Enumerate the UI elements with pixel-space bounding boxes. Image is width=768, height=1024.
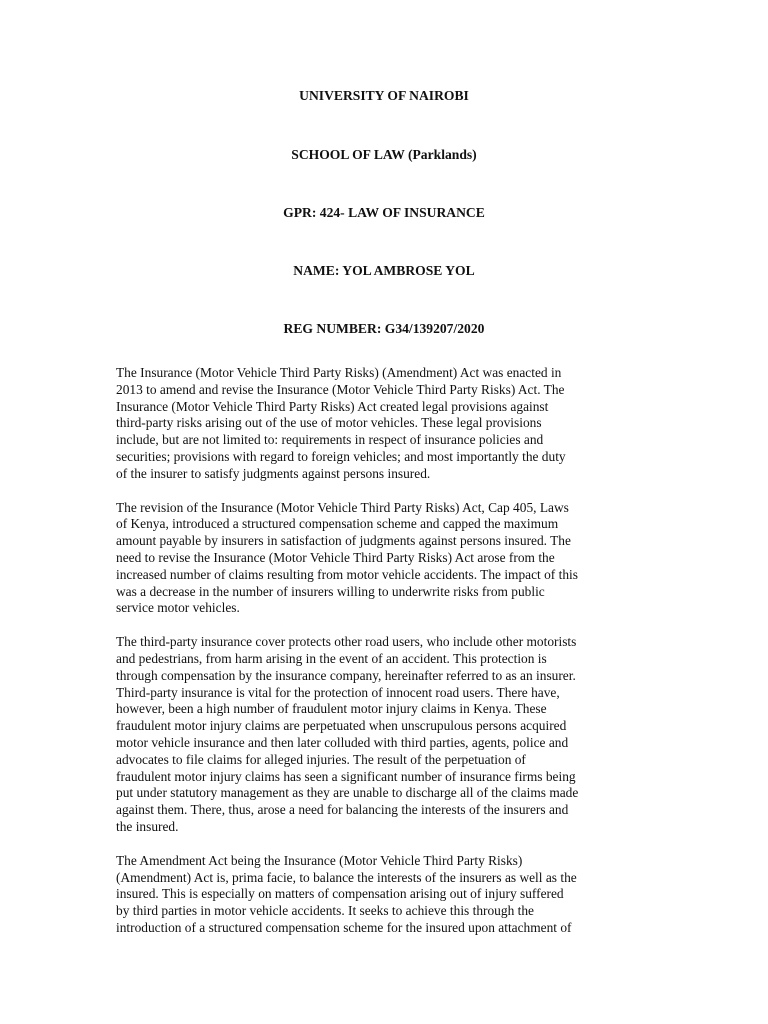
paragraph-2 [116, 500, 656, 618]
paragraph-line: third-party risks arising out of the use of motor vehicles. These legal provisions [116, 415, 542, 431]
school-heading: SCHOOL OF LAW (Parklands) [291, 147, 477, 162]
paragraph-line: amount payable by insurers in satisfaction of judgments against persons insured. The [116, 533, 571, 549]
paragraph-line: introduction of a structured compensation scheme for the insured upon attachment of [116, 919, 572, 935]
paragraph-line: by third parties in motor vehicle accidents. It seeks to achieve this through the [116, 903, 534, 919]
paragraph-line: against them. There, thus, arose a need for balancing the interests of the insurers and [116, 802, 569, 818]
paragraph-line: and pedestrians, from harm arising in the event of an accident. This protection is [116, 650, 547, 666]
reg-number-heading: REG NUMBER: G34/139207/2020 [283, 321, 485, 336]
paragraph-line: motor vehicle insurance and then later colluded with third parties, agents, police and [116, 734, 569, 750]
paragraph-line: need to revise the Insurance (Motor Vehicle Third Party Risks) Act arose from the [116, 549, 555, 565]
paragraph-line: insured. This is especially on matters of compensation arising out of injury suffered [116, 886, 564, 902]
paragraph-line: include, but are not limited to: requirements in respect of insurance policies and [116, 432, 544, 448]
university-heading: UNIVERSITY OF NAIROBI [299, 88, 469, 103]
paragraph-line: The revision of the Insurance (Motor Vehicle Third Party Risks) Act, Cap 405, Laws [116, 499, 569, 515]
paragraph-line: however, been a high number of fraudulent motor injury claims in Kenya. These [116, 701, 547, 717]
paragraph-line: fraudulent motor injury claims are perpetuated when unscrupulous persons acquired [116, 718, 567, 734]
student-name-heading: NAME: YOL AMBROSE YOL [293, 263, 475, 278]
paragraph-line: of the insurer to satisfy judgments against persons insured. [116, 465, 431, 481]
paragraph-line: through compensation by the insurance company, hereinafter referred to as an insurer. [116, 667, 576, 683]
paragraph-line: increased number of claims resulting from motor vehicle accidents. The impact of this [116, 566, 578, 582]
paragraph-3 [116, 634, 656, 836]
paragraph-line: advocates to file claims for alleged injuries. The result of the perpetuation of [116, 751, 526, 767]
paragraph-line: Insurance (Motor Vehicle Third Party Risks) Act created legal provisions against [116, 398, 549, 414]
paragraph-line: 2013 to amend and revise the Insurance (Motor Vehicle Third Party Risks) Act. The [116, 381, 565, 397]
paragraph-line: was a decrease in the number of insurers willing to underwrite risks from public [116, 583, 545, 599]
paragraph-line: The Insurance (Motor Vehicle Third Party Risks) (Amendment) Act was enacted in [116, 365, 562, 380]
paragraph-line: the insured. [116, 818, 179, 834]
paragraph-line: fraudulent motor injury claims has seen a significant number of insurance firms being [116, 768, 576, 784]
paragraph-4 [116, 853, 656, 937]
paragraph-line: The third-party insurance cover protects other road users, who include other motorists [116, 634, 577, 650]
paragraph-line: The Amendment Act being the Insurance (Motor Vehicle Third Party Risks) [116, 852, 523, 868]
paragraph-line: put under statutory management as they are unable to discharge all of the claims made [116, 785, 579, 801]
paragraph-line: securities; provisions with regard to foreign vehicles; and most importantly the duty [116, 448, 566, 464]
paragraph-line: of Kenya, introduced a structured compensation scheme and capped the maximum [116, 516, 559, 532]
course-heading: GPR: 424- LAW OF INSURANCE [283, 205, 485, 220]
paragraph-line: service motor vehicles. [116, 600, 240, 616]
paragraph-line: Third-party insurance is vital for the protection of innocent road users. There have, [116, 684, 560, 700]
paragraph-line: (Amendment) Act is, prima facie, to balance the interests of the insurers as well as the [116, 869, 577, 885]
paragraph-1 [116, 365, 656, 483]
document-body [116, 365, 656, 954]
